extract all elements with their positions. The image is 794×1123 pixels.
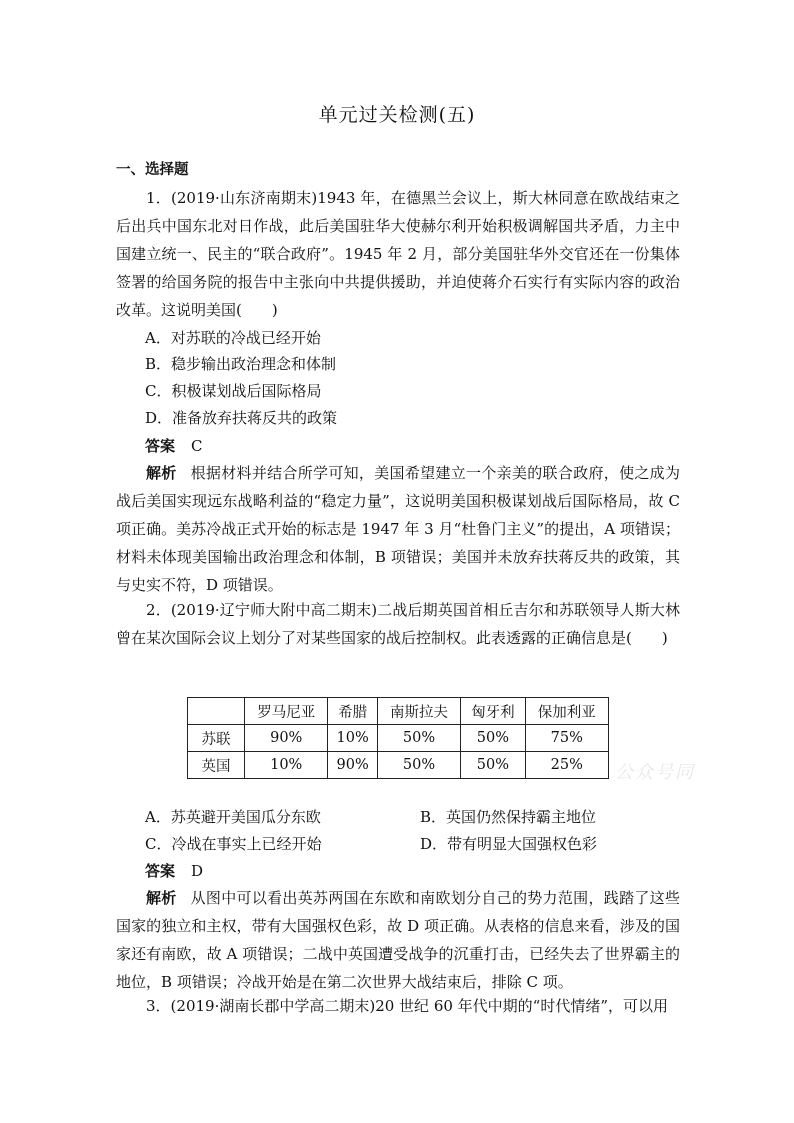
table-header-row [188, 698, 609, 725]
table-header-cell: 匈牙利 [461, 698, 525, 725]
q1-option-d: D．准备放弃扶蒋反共的政策 [145, 409, 338, 427]
table-cell: 90% [328, 752, 377, 779]
watermark: 公众号同 [615, 762, 695, 783]
analysis-text: 根据材料并结合所学可知，美国希望建立一个亲美的联合政府，使之成为战后美国实现远东战略利益的“稳定力量”，这说明美国积极谋划战后国际格局，故 C 项正确。美苏冷战正式开始的标志是 1947 年 3 月“杜鲁门主义”的提出，A 项错误；材料未体现美国输出政治理念和体制，B 项错误；美国并未放弃扶蒋反共的政策，其与史实不符，D 项错误。 [116, 464, 680, 594]
question-1-stem: 1．(2019·山东济南期末)1943 年，在德黑兰会议上，斯大林同意在欧战结束之后出兵中国东北对日作战，此后美国驻华大使赫尔利开始积极调解国共矛盾，力主中国建立统一、民主的“联合政府”。1945 年 2 月，部分美国驻华外交官还在一份集体签署的给国务院的报告中主张向中共提供援助，并迫使蒋介石实行有实际内容的政治改革。这说明美国( ) [116, 189, 680, 319]
table-row [188, 752, 609, 779]
analysis-label: 解析 [146, 464, 177, 482]
table-cell: 10% [328, 725, 377, 752]
analysis-label: 解析 [146, 889, 177, 907]
q2-answer [145, 857, 203, 885]
table-header-cell [188, 698, 245, 725]
table-cell: 75% [525, 725, 608, 752]
question-2-stem: 2．(2019·辽宁师大附中高二期末)二战后期英国首相丘吉尔和苏联领导人斯大林曾在某次国际会议上划分了对某些国家的战后控制权。此表透露的正确信息是( ) [116, 601, 680, 647]
table-header-cell: 希腊 [328, 698, 377, 725]
q1-option-b: B．稳步输出政治理念和体制 [145, 355, 337, 373]
q2-option-d: D．带有明显大国强权色彩 [420, 835, 598, 853]
answer-value: D [191, 862, 204, 880]
q2-option-b: B．英国仍然保持霸主地位 [420, 808, 597, 826]
table-cell: 50% [461, 752, 525, 779]
q2-option-c: C．冷战在事实上已经开始 [145, 835, 322, 853]
answer-label: 答案 [145, 862, 176, 880]
q2-option-a: A．苏英避开美国瓜分东欧 [145, 808, 321, 826]
table-cell: 10% [245, 752, 328, 779]
q1-answer [145, 432, 203, 460]
table-header-cell: 南斯拉夫 [377, 698, 460, 725]
table-cell: 25% [525, 752, 608, 779]
table-cell: 90% [245, 725, 328, 752]
table-row [188, 725, 609, 752]
q1-option-c: C．积极谋划战后国际格局 [145, 382, 322, 400]
table-header-cell: 罗马尼亚 [245, 698, 328, 725]
control-table [187, 697, 609, 779]
table-cell: 50% [377, 752, 460, 779]
table-cell: 50% [377, 725, 460, 752]
q1-option-a: A．对苏联的冷战已经开始 [145, 329, 321, 347]
answer-label: 答案 [145, 437, 176, 455]
table-cell: 苏联 [188, 725, 245, 752]
answer-value: C [191, 437, 203, 455]
q2-analysis [116, 884, 680, 996]
analysis-text: 从图中可以看出英苏两国在东欧和南欧划分自己的势力范围，践踏了这些国家的独立和主权，带有大国强权色彩，故 D 项正确。从表格的信息来看，涉及的国家还有南欧，故 A 项错误；二战中英国遭受战争的沉重打击，已经失去了世界霸主的地位，B 项错误；冷战开始是在第二次世界大战结束后，排除 C 项。 [116, 889, 680, 991]
question-3-stem: 3．(2019·湖南长郡中学高二期末)20 世纪 60 年代中期的“时代情绪”，可以用 [146, 997, 669, 1015]
table-cell: 英国 [188, 752, 245, 779]
q1-analysis [116, 459, 680, 599]
page-title: 单元过关检测(五) [318, 104, 476, 126]
table-cell: 50% [461, 725, 525, 752]
table-header-cell: 保加利亚 [525, 698, 608, 725]
section-heading: 一、选择题 [116, 161, 189, 178]
